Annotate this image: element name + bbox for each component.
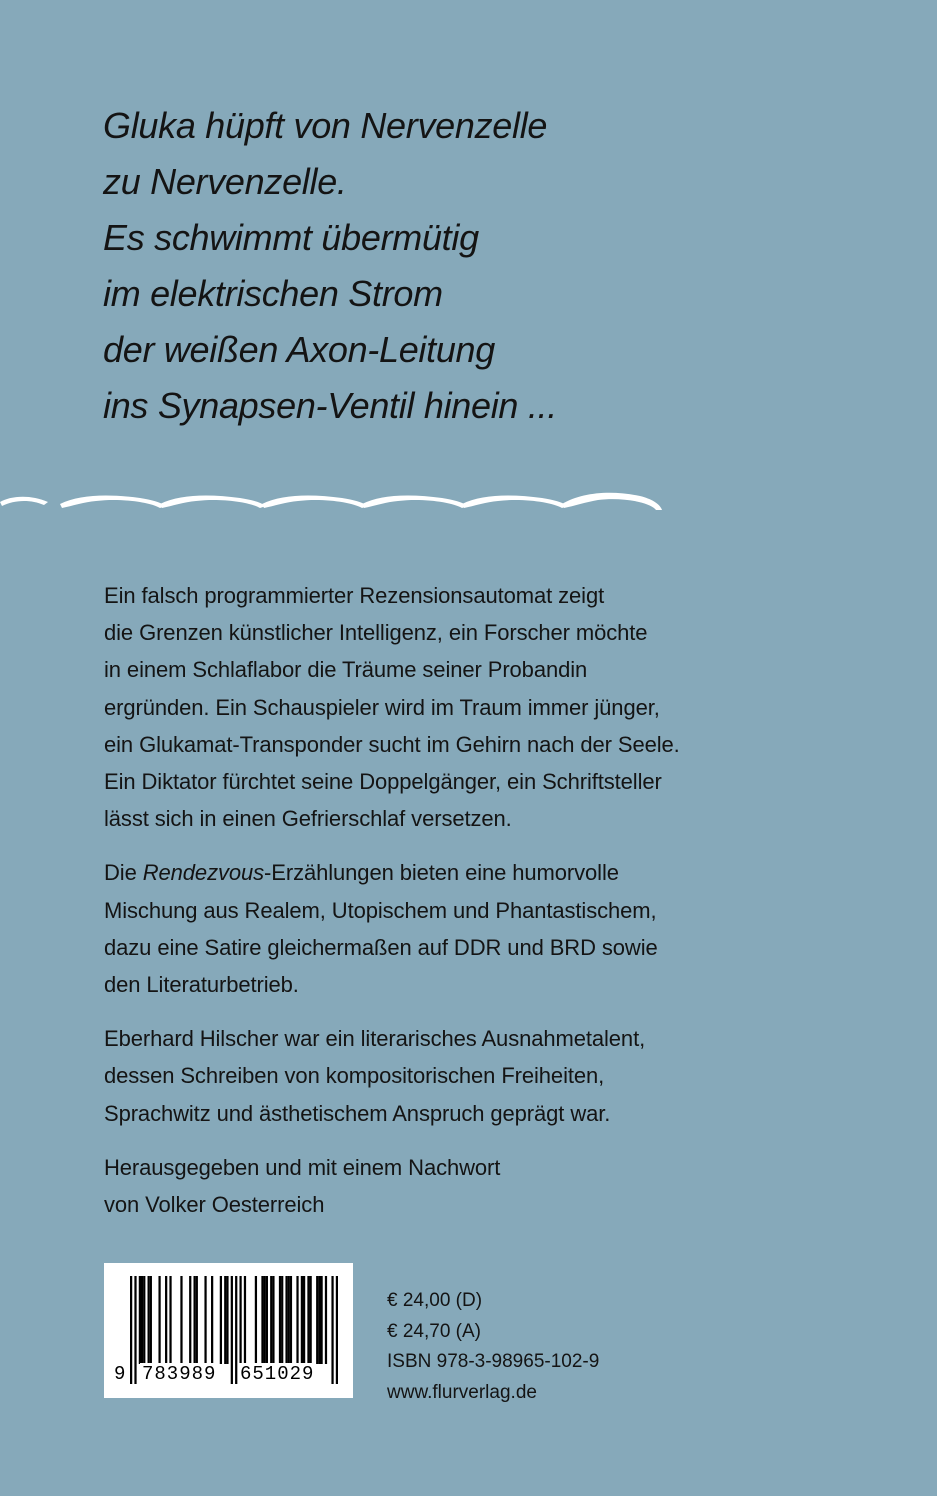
text-line: Eberhard Hilscher war ein literarisches Ausnahmetalent, <box>104 1026 646 1052</box>
text-line: ergründen. Ein Schauspieler wird im Traum immer jünger, <box>104 694 660 720</box>
barcode-bar <box>270 1276 272 1364</box>
text-line: Sprachwitz und ästhetischem Anspruch geprägt war. <box>104 1100 611 1126</box>
paragraph-synopsis <box>104 577 864 837</box>
barcode-bar <box>281 1276 283 1364</box>
price-de: € 24,00 (D) <box>387 1290 483 1311</box>
wave-strokes <box>0 493 662 510</box>
barcode-bar <box>204 1276 206 1364</box>
barcode-bar <box>143 1276 145 1364</box>
quote-block <box>103 98 883 434</box>
barcode-bar <box>316 1276 318 1364</box>
barcode-bar <box>290 1276 292 1364</box>
barcode-bar <box>150 1276 152 1364</box>
paragraph-description <box>104 854 864 1003</box>
text-line: Mischung aus Realem, Utopischem und Phantastischem, <box>104 897 657 923</box>
quote-line: im elektrischen Strom <box>103 273 443 314</box>
book-title: Rendezvous <box>142 860 265 886</box>
text-line: lässt sich in einen Gefrierschlaf versetzen. <box>104 806 512 832</box>
isbn: ISBN 978-3-98965-102-9 <box>387 1351 600 1372</box>
barcode-bar <box>244 1276 246 1364</box>
paragraph-editor <box>104 1149 864 1223</box>
text-line: Ein Diktator fürchtet seine Doppelgänger, ein Schriftsteller <box>104 769 662 795</box>
barcode-digits-left: 783989 <box>142 1363 217 1385</box>
barcode-bar <box>296 1276 298 1364</box>
text-line <box>104 854 864 891</box>
barcode-bar <box>196 1276 198 1364</box>
wave-divider <box>0 488 670 528</box>
barcode-bar <box>148 1276 150 1364</box>
barcode-bar <box>211 1276 213 1364</box>
text-line: Herausgegeben und mit einem Nachwort <box>104 1154 501 1180</box>
barcode-bar <box>318 1276 320 1364</box>
barcode-bar <box>288 1276 290 1364</box>
paragraph-author <box>104 1020 864 1132</box>
barcode-bar <box>139 1276 141 1364</box>
barcode-bar <box>303 1276 305 1364</box>
text-suffix: -Erzählungen bieten eine humorvolle <box>264 860 619 886</box>
barcode-digits-right: 651029 <box>240 1363 315 1385</box>
text-line: die Grenzen künstlicher Intelligenz, ein Forscher möchte <box>104 620 648 646</box>
barcode-bar <box>261 1276 263 1364</box>
description-text <box>104 577 864 1240</box>
barcode-bar <box>224 1276 226 1364</box>
barcode-bar <box>320 1276 322 1364</box>
barcode-bar <box>285 1276 287 1364</box>
quote-line: Es schwimmt übermütig <box>103 217 479 258</box>
barcode-bar <box>180 1276 182 1364</box>
barcode-bar <box>279 1276 281 1364</box>
text-prefix: Die <box>104 860 143 886</box>
barcode <box>104 1263 353 1398</box>
price-info <box>387 1286 687 1408</box>
quote-line: der weißen Axon-Leitung <box>103 329 496 370</box>
text-line: Ein falsch programmierter Rezensionsautomat zeigt <box>104 583 605 608</box>
barcode-digits <box>104 1363 353 1385</box>
barcode-bar <box>141 1276 143 1364</box>
barcode-bar <box>158 1276 160 1364</box>
text-line: ein Glukamat-Transponder sucht im Gehirn nach der Seele. <box>104 731 680 757</box>
text-line: dazu eine Satire gleichermaßen auf DDR und BRD sowie <box>104 934 658 960</box>
quote-line: ins Synapsen-Ventil hinein ... <box>103 385 557 426</box>
barcode-bar <box>272 1276 274 1364</box>
barcode-bar <box>301 1276 303 1364</box>
text-line: dessen Schreiben von kompositorischen Freiheiten, <box>104 1063 605 1089</box>
barcode-bar <box>266 1276 268 1364</box>
barcode-digit-first: 9 <box>114 1363 126 1385</box>
text-line: von Volker Oesterreich <box>104 1192 325 1218</box>
quote-line: Gluka hüpft von Nervenzelle <box>103 105 548 146</box>
barcode-bar <box>165 1276 167 1364</box>
barcode-bar <box>307 1276 309 1364</box>
barcode-bar <box>310 1276 312 1364</box>
barcode-bar <box>220 1276 222 1364</box>
barcode-bar <box>169 1276 171 1364</box>
barcode-bar <box>264 1276 266 1364</box>
price-at: € 24,70 (A) <box>387 1320 481 1342</box>
barcode-bar <box>226 1276 228 1364</box>
barcode-bar <box>255 1276 257 1364</box>
barcode-bar <box>325 1276 327 1364</box>
text-line: in einem Schlaflabor die Träume seiner Probandin <box>104 657 588 683</box>
publisher-website: www.flurverlag.de <box>387 1381 537 1403</box>
text-line: den Literaturbetrieb. <box>104 972 299 998</box>
barcode-bar <box>193 1276 195 1364</box>
barcode-bar <box>239 1276 241 1364</box>
barcode-bar <box>189 1276 191 1364</box>
quote-line: zu Nervenzelle. <box>103 161 347 202</box>
